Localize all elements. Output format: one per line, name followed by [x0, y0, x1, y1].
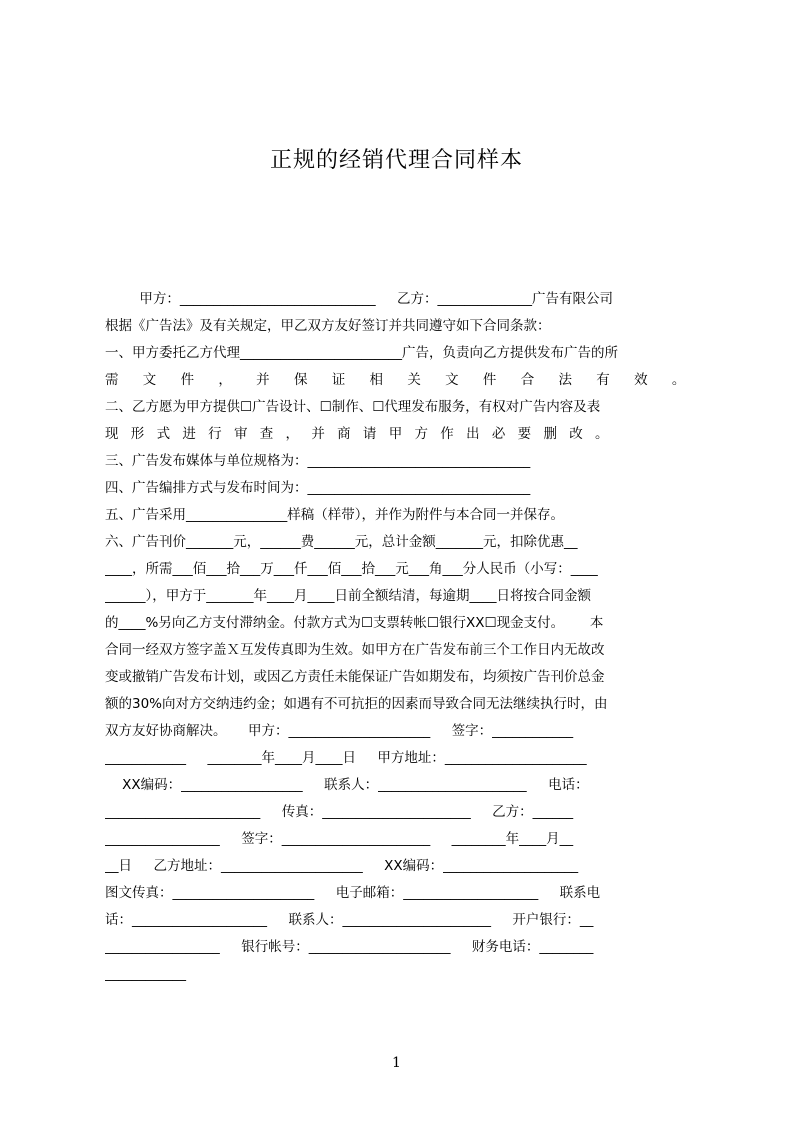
clause-3: 三、广告发布媒体与单位规格为：_________________________________	[105, 453, 531, 469]
clause-6-line-4: 的____%另向乙方支付滞纳金。付款方式为☐支票转帐☐银行XX☐现金支付。 本	[105, 615, 604, 631]
sign-line-4: _______________________ 传真：______________________ 乙方：______	[105, 804, 574, 820]
sign-line-8: 话：____________________ 联系人：______________________ 开户银行：__	[105, 912, 594, 928]
document-title: 正规的经销代理合同样本	[269, 148, 523, 173]
sign-line-6: __日 乙方地址：_____________________ XX编码：____________________	[105, 858, 579, 874]
clause-2-line-2: 现 形 式 进 行 审 查 ， 并 商 请 甲 方 作 出 必 要 删 改 。	[105, 426, 613, 442]
clause-5: 五、广告采用_______________样稿（样带），并作为附件与本合同一并保存。	[105, 507, 564, 523]
sign-line-7: 图文传真：_____________________ 电子邮箱：____________________ 联系电	[105, 885, 601, 901]
sign-line-5: _________________ 签字：______________________ ________年____月__	[105, 831, 574, 847]
clause-2-line-1: 二、乙方愿为甲方提供☐广告设计、☐制作、☐代理发布服务，有权对广告内容及表	[105, 399, 601, 415]
clause-1-line-1: 一、甲方委托乙方代理________________________广告，负责向乙方提供发布广告的所	[105, 345, 618, 361]
line-party-a-b: 甲方：_____________________________ 乙方：______________广告有限公司	[105, 291, 614, 307]
clause-4: 四、广告编排方式与发布时间为：_________________________________	[105, 480, 531, 496]
sign-line-10: ____________	[105, 966, 186, 982]
effect-line-2: 变或撤销广告发布计划，或因乙方责任未能保证广告如期发布，均须按广告刊价总金	[105, 669, 605, 685]
line-intro: 根据《广告法》及有关规定，甲乙双方友好签订并共同遵守如下合同条款：	[105, 318, 551, 334]
clause-6-line-3: ______），甲方于_______年____月____日前全额结清，每逾期____日将按合同金额	[105, 588, 591, 604]
page-number: 1	[392, 1055, 401, 1071]
contract-body	[105, 286, 700, 988]
clause-6-line-2: ____，所需___佰___拾___万___仟___佰___拾___元___角___分人民币（小写：____	[105, 561, 598, 577]
clause-1-line-2: 需 文 件 ， 并 保 证 相 关 文 件 合 法 有 效 。	[105, 372, 696, 388]
sign-line-9: _________________ 银行帐号：_____________________ 财务电话：________	[105, 939, 594, 955]
sign-line-3: XX编码：__________________ 联系人：______________________ 电话：	[105, 777, 589, 793]
sign-line-1: 双方友好协商解决。 甲方：_____________________ 签字：____________	[105, 723, 574, 739]
effect-line-1: 合同一经双方签字盖Ｘ互发传真即为生效。如甲方在广告发布前三个工作日内无故改	[105, 642, 605, 658]
effect-line-3: 额的30%向对方交纳违约金；如遇有不可抗拒的因素而导致合同无法继续执行时，由	[105, 696, 608, 712]
clause-6-line-1: 六、广告刊价_______元，______费______元，总计金额_______元，扣除优惠__	[105, 534, 578, 550]
sign-line-2: ____________ ________年____月____日 甲方地址：_____________________	[105, 750, 587, 766]
